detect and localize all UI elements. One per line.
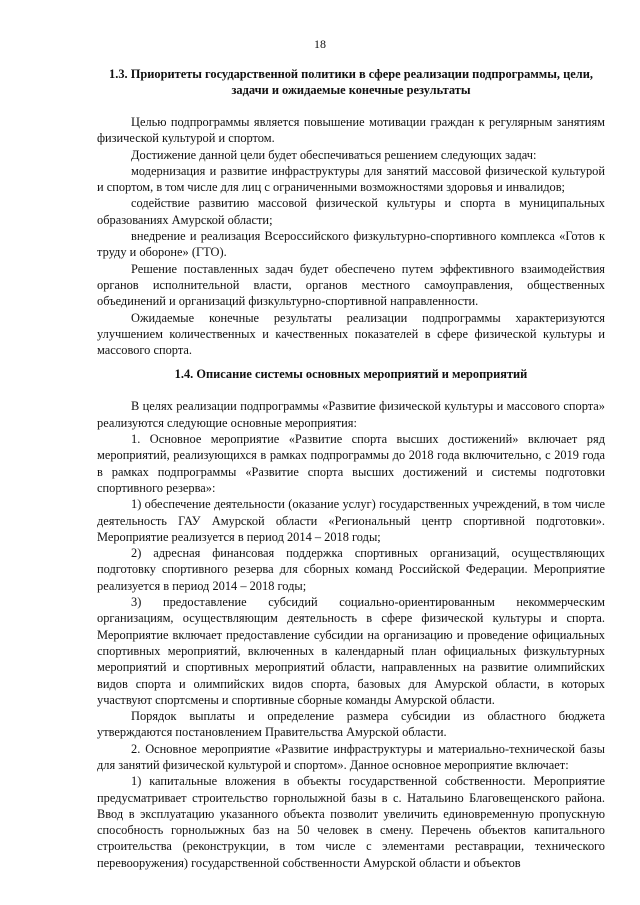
paragraph: Порядок выплаты и определение размера субсидии из областного бюджета утверждаются постановлением Правительства Амурской области. [97,709,605,740]
section-heading: 1.3. Приоритеты государственной политики в сфере реализации подпрограммы, цели, задачи и ожидаемые конечные результаты [109,67,593,97]
paragraph: 3) предоставление субсидий социально-ориентированным некоммерческим организациям, осуществляющим деятельность в сфере физической культуры и спорта. Мероприятие включает предоставление субсидии на организацию и проведение официальных спортивных мероприятий, включенных в календарный план официальных физкультурных мероприятий и спортивных мероприятий области, направленных на развитие олимпийских видов спорта и олимпийских видов спорта, базовых для Амурской области, в которых участвуют спортсмены и спортивные сборные команды Амурской области. [97,595,605,707]
paragraph: Решение поставленных задач будет обеспечено путем эффективного взаимодействия органов исполнительной власти, органов местного самоуправления, общественных объединений и организаций физкультурно-спортивной направленности. [97,261,605,309]
paragraph: Ожидаемые конечные результаты реализации подпрограммы характеризуются улучшением количественных и качественных показателей в сфере физической культуры и массового спорта. [97,310,605,358]
paragraph: 2) адресная финансовая поддержка спортивных организаций, осуществляющих подготовку спортивного резерва для сборных команд Российской Федерации. Мероприятие реализуется в период 2014 – 2018 годы; [97,546,605,593]
paragraph: Целью подпрограммы является повышение мотивации граждан к регулярным занятиям физической культурой и спортом. [97,115,605,146]
paragraph: 1) обеспечение деятельности (оказание услуг) государственных учреждений, в том числе деятельность ГАУ Амурской области «Региональный центр спортивной подготовки». Мероприятие реализуется в период 2014 – 2018 годы; [97,497,605,544]
section-1-4 [97,366,605,871]
paragraph: содействие развитию массовой физической культуры и спорта в муниципальных образованиях Амурской области; [97,196,605,227]
paragraph: модернизация и развитие инфраструктуры для занятий массовой физической культурой и спортом, в том числе для лиц с ограниченными возможностями здоровья и инвалидов; [97,163,605,195]
paragraph: 1) капитальные вложения в объекты государственной собственности. Мероприятие предусматривает строительство горнолыжной базы в с. Натальино Благовещенского района. Ввод в эксплуатацию указанного объекта позволит увеличить единовременную пропускную способность горнолыжных баз на 50 человек в смену. Перечень объектов капитального строительства (реконструкции, в том числе с элементами реставрации, технического перевооружения) государственной собственности Амурской области и объектов [97,774,605,870]
paragraph: В целях реализации подпрограммы «Развитие физической культуры и массового спорта» реализуются следующие основные мероприятия: [97,399,605,430]
paragraph: 1. Основное мероприятие «Развитие спорта высших достижений» включает ряд мероприятий, реализующихся в рамках подпрограммы до 2018 года включительно, с 2019 года в рамках подпрограммы «Развитие спорта высших достижений и системы подготовки спортивного резерва»: [97,432,605,495]
document-body [97,66,605,871]
paragraph: 2. Основное мероприятие «Развитие инфраструктуры и материально-технической базы для занятий физической культурой и спортом». Данное основное мероприятие включает: [97,741,605,772]
paragraph: внедрение и реализация Всероссийского физкультурно-спортивного комплекса «Готов к труду и обороне» (ГТО). [97,229,605,260]
section-1-3 [97,66,605,358]
section-heading: 1.4. Описание системы основных мероприятий и мероприятий [174,367,528,382]
page-number: 18 [314,37,326,51]
paragraph: Достижение данной цели будет обеспечиваться решением следующих задач: [131,147,537,162]
